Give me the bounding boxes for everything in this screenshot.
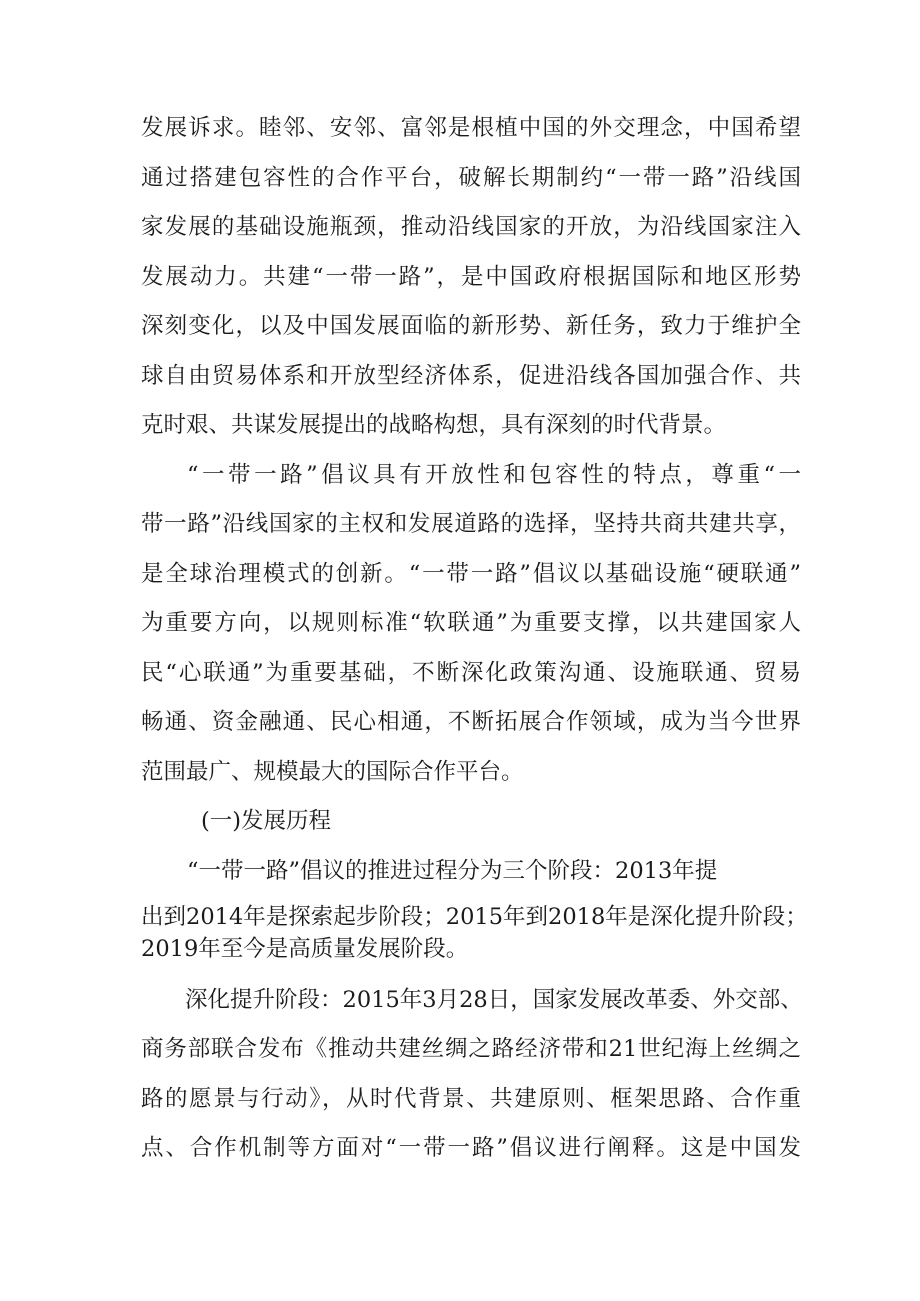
section-heading: (一)发展历程 [201, 808, 332, 834]
paragraph-2-line-4: 为重要方向，以规则标准“软联通”为重要支撑，以共建国家人 [141, 610, 801, 636]
paragraph-4-line-2: 商务部联合发布《推动共建丝绸之路经济带和21世纪海上丝绸之 [141, 1036, 801, 1062]
paragraph-3-line-1: “一带一路”倡议的推进过程分为三个阶段：2013年提 [187, 858, 718, 884]
paragraph-3-line-3: 2019年至今是高质量发展阶段。 [141, 936, 469, 962]
paragraph-1-line-1: 发展诉求。睦邻、安邻、富邻是根植中国的外交理念，中国希望 [141, 115, 801, 141]
paragraph-2-line-7: 范围最广、规模最大的国际合作平台。 [141, 759, 524, 785]
paragraph-2-line-3: 是全球治理模式的创新。“一带一路”倡议以基础设施“硬联通” [141, 561, 801, 587]
paragraph-1-line-4: 发展动力。共建“一带一路”，是中国政府根据国际和地区形势 [141, 264, 801, 290]
paragraph-1-line-7: 克时艰、共谋发展提出的战略构想，具有深刻的时代背景。 [141, 412, 727, 438]
paragraph-2-line-6: 畅通、资金融通、民心相通，不断拓展合作领域，成为当今世界 [141, 709, 801, 735]
paragraph-2-line-5: 民“心联通”为重要基础，不断深化政策沟通、设施联通、贸易 [141, 660, 801, 686]
paragraph-1-line-3: 家发展的基础设施瓶颈，推动沿线国家的开放，为沿线国家注入 [141, 214, 801, 240]
paragraph-2-line-2: 带一路”沿线国家的主权和发展道路的选择，坚持共商共建共享， [141, 511, 801, 537]
paragraph-4-line-1: 深化提升阶段：2015年3月28日，国家发展改革委、外交部、 [185, 987, 803, 1013]
paragraph-4-line-3: 路的愿景与行动》，从时代背景、共建原则、框架思路、合作重 [141, 1086, 801, 1112]
paragraph-1-line-5: 深刻变化，以及中国发展面临的新形势、新任务，致力于维护全 [141, 313, 801, 339]
paragraph-2-line-1: “一带一路”倡议具有开放性和包容性的特点，尊重“一 [187, 462, 801, 488]
paragraph-1-line-2: 通过搭建包容性的合作平台，破解长期制约“一带一路”沿线国 [141, 165, 801, 191]
paragraph-3-line-2: 出到2014年是探索起步阶段；2015年到2018年是深化提升阶段； [141, 904, 808, 930]
paragraph-1-line-6: 球自由贸易体系和开放型经济体系，促进沿线各国加强合作、共 [141, 363, 801, 389]
paragraph-4-line-4: 点、合作机制等方面对“一带一路”倡议进行阐释。这是中国发 [141, 1135, 801, 1161]
